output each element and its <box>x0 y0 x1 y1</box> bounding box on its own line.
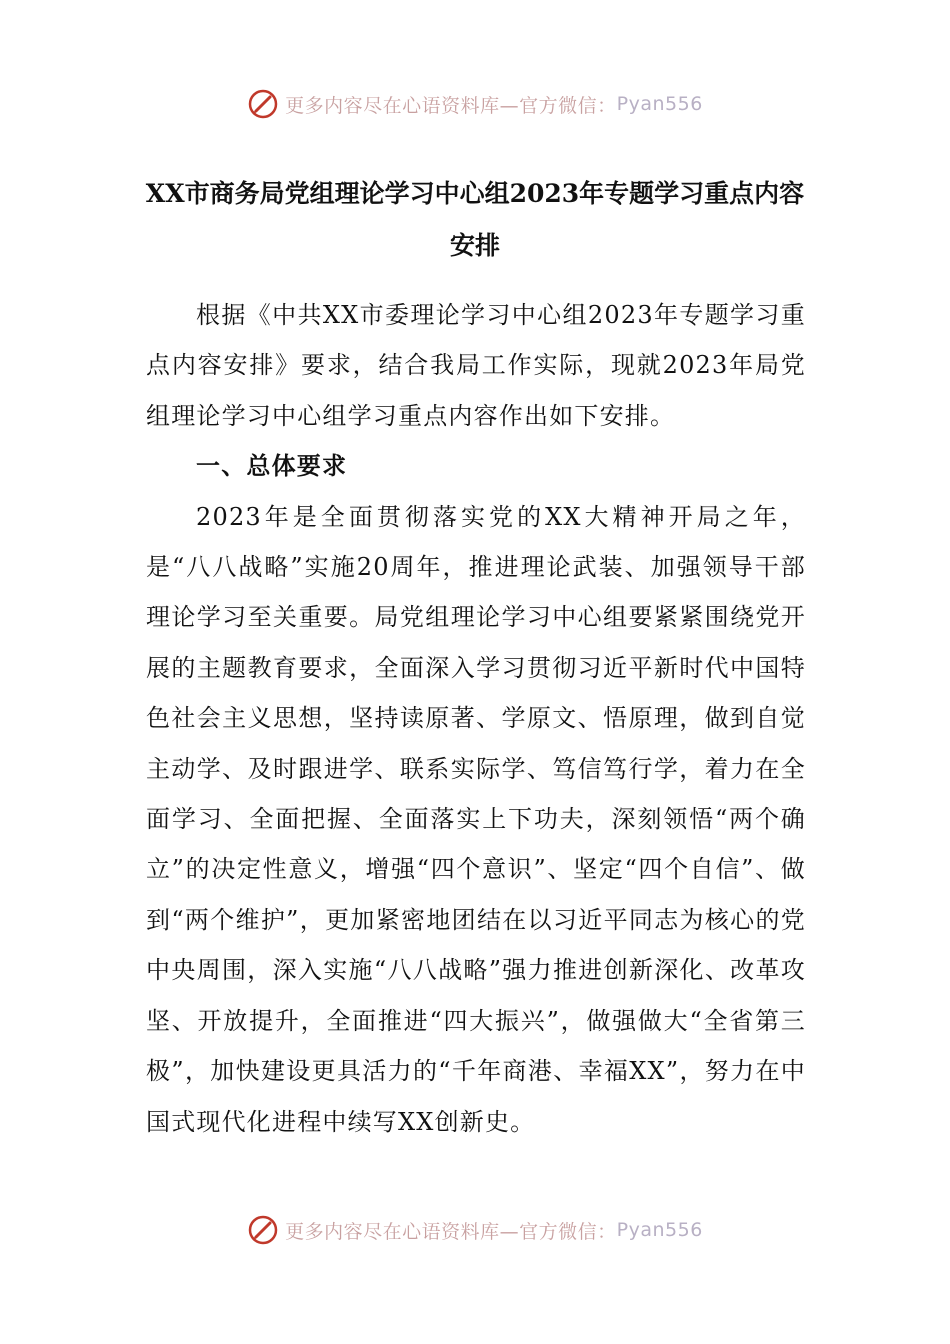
document-title: XX市商务局党组理论学习中心组2023年专题学习重点内容安排 <box>145 179 805 260</box>
pen-logo-icon <box>247 1214 279 1246</box>
watermark-wechat: Pyan556 <box>616 93 703 115</box>
watermark-text: 更多内容尽在心语资料库—官方微信： <box>285 1220 617 1243</box>
pen-logo-icon <box>247 88 279 120</box>
section-paragraph: 2023年是全面贯彻落实党的XX大精神开局之年，是“八八战略”实施20周年，推进理论武装、加强领导干部理论学习至关重要。局党组理论学习中心组要紧紧围绕党开展的主题教育要求，全面深入学习贯彻习近平新时代中国特色社会主义思想，坚持读原著、学原文、悟原理，做到自觉主动学、及时跟进学、联系实际学、笃信笃行学，着力在全面学习、全面把握、全面落实上下功夫，深刻领悟“两个确立”的决定性意义，增强“四个意识”、坚定“四个自信”、做到“两个维护”，更加紧密地团结在以习近平同志为核心的党中央周围，深入实施“八八战略”强力推进创新深化、改革攻坚、开放提升，全面推进“四大振兴”，做强做大“全省第三极”，加快建设更具活力的“千年商港、幸福XX”，努力在中国式现代化进程中续写XX创新史。 <box>146 502 806 1136</box>
section-heading: 一、总体要求 <box>196 452 348 481</box>
watermark-wechat: Pyan556 <box>616 1219 703 1241</box>
watermark-text: 更多内容尽在心语资料库—官方微信： <box>285 94 617 117</box>
watermark-header <box>0 82 950 126</box>
watermark-footer <box>0 1208 950 1252</box>
document-body <box>146 290 806 1147</box>
intro-paragraph: 根据《中共XX市委理论学习中心组2023年专题学习重点内容安排》要求，结合我局工作实际，现就2023年局党组理论学习中心组学习重点内容作出如下安排。 <box>146 301 806 430</box>
